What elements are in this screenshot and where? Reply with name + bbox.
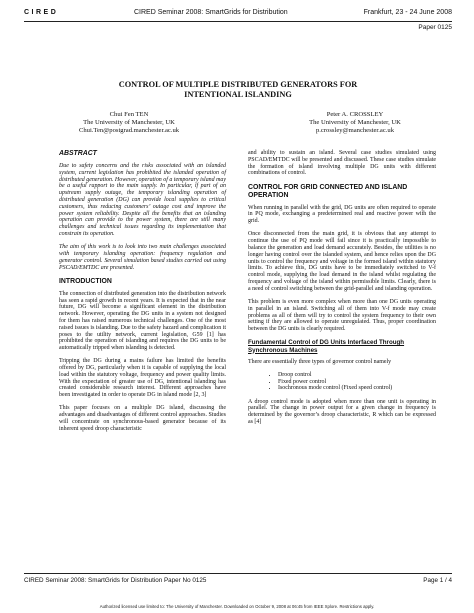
right-column — [248, 150, 436, 432]
author-affiliation: The University of Manchester, UK — [309, 119, 401, 127]
page-number: Page 1 / 4 — [423, 577, 452, 584]
paper-title — [24, 80, 452, 100]
body-paragraph: The connection of distributed generation into the distribution network has seen a rapid growth in recent years. It is expected that in the near future, DG will become a significant element in the distribution network. However, operating the DG units in a system not designed for them has raised numerous technical challenges. One of the most raised issues is islanding. Due to the safety hazard and complication it poses to the utility network, current legislation, G59 [1] has prohibited the operation of islanding and requires the DG units to be automatically tripped when islanding is detected. — [59, 290, 226, 352]
left-column — [59, 150, 226, 439]
abstract-paragraph: The aim of this work is to look into two main challenges associated with temporary islanding operation: frequency regulation and generator control. Several simulation based studies carried out using PSCAD/EMTDC are presented. — [59, 244, 226, 271]
footer-rule — [24, 573, 452, 574]
list-item: • Isochronous mode control (Fixed speed control) — [278, 385, 436, 392]
author-name: Chui Fen TEN — [109, 111, 149, 118]
author-name: Peter A. CROSSLEY — [326, 111, 384, 118]
body-paragraph: When running in parallel with the grid, DG units are often required to operate in PQ mode, exchanging a predetermined real and reactive power with the grid. — [248, 204, 436, 225]
running-header — [24, 5, 452, 21]
author-block-1 — [54, 111, 204, 136]
title-line: CONTROL OF MULTIPLE DISTRIBUTED GENERATORS FOR — [118, 80, 358, 89]
paper-number: Paper 0125 — [418, 24, 452, 31]
cired-logo: CIRED — [24, 9, 59, 16]
body-paragraph: This problem is even more complex when more than one DG units operating in parallel in an island. Switching all of them into V-f mode may create problems as all of them will try to control the system frequency to their own setting if they are allowed to operate unregulated. Thus, proper coordination between the DG units is clearly required. — [248, 298, 436, 333]
author-block-2 — [270, 111, 440, 136]
body-paragraph: There are essentially three types of governor control namely — [248, 358, 392, 365]
license-notice: Authorized licensed use limited to: The University of Manchester. Downloaded on October 9, 2008 at 06:45 from IEEE Xplore. Restrictions apply. — [99, 604, 375, 609]
list-item: • Droop control — [278, 372, 436, 379]
body-paragraph: Tripping the DG during a mains failure has limited the benefits offered by DG, particularly when it is capable of supplying the local load within the statutory voltage, frequency and power quality limits. With the expectation of greater use of DG, intentional islanding has created considerable research interest. Different approaches have been investigated in order to operate DG in island mode [2, 3] — [59, 358, 226, 399]
location-date: Frankfurt, 23 - 24 June 2008 — [363, 9, 452, 16]
body-paragraph: and ability to sustain an island. Several case studies simulated using PSCAD/EMTDC will be presented and discussed. These case studies simulate the formation of island involving multiple DG units with different combinations of control. — [248, 150, 436, 177]
body-paragraph: Once disconnected from the main grid, it is obvious that any attempt to continue the use of PQ mode will fail since it is practically impossible to balance the generation and load demand accurately. Besides, the utilities is no longer having control over the islanded system, and hence relies upon the DG units to control the frequency and voltage in the formed island within statutory limits. To achieve this, DG units have to be immediately switched to V-f control mode, supplying the load demand in the island whilst regulating the frequency and voltage of the island within permissible limits. Clearly, there is a need of control switching between the grid-parallel and islanding operation. — [248, 231, 436, 292]
subsection-heading: Fundamental Control of DG Units Interfaced Through Synchronous Machines — [248, 339, 405, 354]
header-rule — [24, 21, 452, 22]
title-line: INTENTIONAL ISLANDING — [184, 90, 292, 99]
body-paragraph: This paper focuses on a multiple DG island, discussing the advantages and disadvantages of different control approaches. Studies will concentrate on synchronous-based generator because of its inherent speed droop characteristic — [59, 405, 226, 432]
abstract-heading: ABSTRACT — [59, 150, 97, 157]
list-item: • Fixed power control — [278, 379, 436, 386]
introduction-heading: INTRODUCTION — [59, 277, 112, 285]
body-paragraph: A droop control mode is adopted when more than one unit is operating in parallel. The change in power output for a given change in frequency is determined by the governor’s droop characteristic, R which can be expressed as [4] — [248, 398, 436, 426]
section-heading: CONTROL FOR GRID CONNECTED AND ISLAND OPERATION — [248, 183, 408, 199]
author-affiliation: The University of Manchester, UK — [83, 119, 175, 127]
abstract-paragraph: Due to safety concerns and the risks associated with an islanded system, current legislation has prohibited the islanded operation of distributed generation. However, operation of a temporary island may be a useful rapport to the main supply. In particular, if part of an upstream supply outage, the temporary islanding operation of distributed generation (DG) can provide local supplies to critical customers, thus reducing customers’ outage cost and improve the power system reliability. Despite all the benefits that an islanding operation can provide to the power system, there are still many challenges and technical issues regarding its implementation that constrain its operation. — [59, 163, 226, 237]
seminar-name: CIRED Seminar 2008: SmartGrids for Distribution — [134, 9, 288, 16]
author-email: p.crossley@manchester.ac.uk — [315, 127, 395, 135]
footer-citation: CIRED Seminar 2008: SmartGrids for Distribution Paper No 0125 — [24, 577, 207, 584]
author-email: Chui.Ten@postgrad.manchester.ac.uk — [78, 127, 180, 135]
governor-control-list — [248, 372, 436, 392]
